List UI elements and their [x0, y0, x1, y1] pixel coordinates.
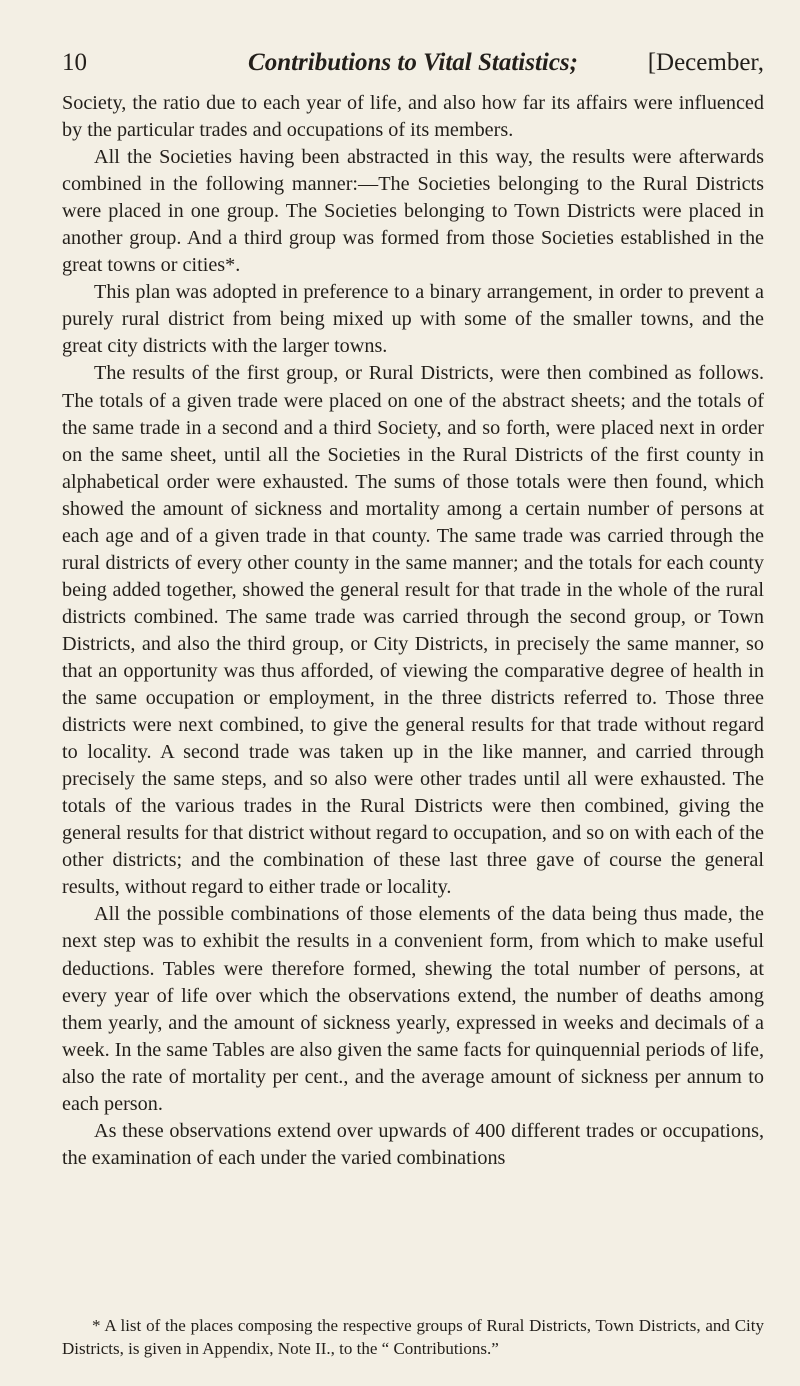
paragraph-6: As these observations extend over upwards of 400 different trades or occupations, the examination of each under the varied combinations: [62, 1119, 764, 1169]
paragraph-4: The results of the first group, or Rural Districts, were then combined as follows. The totals of a given trade were placed on one of the abstract sheets; and the totals of the same trade in a second and a third Society, and so forth, were placed next in order on the same sheet, until all the Societies in the Rural Districts of the first county in alphabetical order were exhausted. The sums of those totals were then found, which showed the amount of sickness and mortality among a certain number of persons at each age and of a given trade in that county. The same trade was carried through the rural districts of every other county in the same manner; and the totals for each county being added together, showed the general result for that trade in the whole of the rural districts combined. The same trade was carried through the second group, or Town Districts, and also the third group, or City Districts, in precisely the same manner, so that an opportunity was thus afforded, of viewing the comparative degree of health in the same occupation or employment, in the three districts referred to. Those three districts were next combined, to give the general results for that trade without regard to locality. A second trade was taken up in the like manner, and carried through precisely the same steps, and so also were other trades until all were exhausted. The totals of the various trades in the Rural Districts were then combined, giving the general results for that district without regard to occupation, and so on with each of the other districts; and the combination of these last three gave of course the general results, without regard to either trade or locality.: [62, 362, 764, 899]
page-number: 10: [62, 49, 87, 76]
running-header: [62, 46, 764, 80]
paragraph-2: All the Societies having been abstracted in this way, the results were afterwards combined in the following manner:—The Societies belonging to the Rural Districts were placed in one group. The Societies belonging to Town Districts were placed in another group. And a third group was formed from those Societies established in the great towns or cities*.: [62, 146, 764, 277]
footnote: * A list of the places composing the respective groups of Rural Districts, Town Districts, and City Districts, is given in Appendix, Note II., to the “ Contributions.”: [62, 1316, 764, 1358]
header-date: [December,: [647, 49, 764, 76]
paragraph-5: All the possible combinations of those elements of the data being thus made, the next step was to exhibit the results in a convenient form, from which to make useful deductions. Tables were therefore formed, shewing the total number of persons, at every year of life over which the observations extend, the number of deaths among them yearly, and the amount of sickness yearly, expressed in weeks and decimals of a week. In the same Tables are also given the same facts for quinquennial periods of life, also the rate of mortality per cent., and the average amount of sickness per annum to each person.: [62, 903, 764, 1115]
running-title: Contributions to Vital Statistics;: [248, 49, 578, 76]
paragraph-3: This plan was adopted in preference to a binary arrangement, in order to prevent a purely rural district from being mixed up with some of the smaller towns, and the great city districts with the larger towns.: [62, 281, 764, 358]
body-text: [62, 90, 764, 1172]
paragraph-1: Society, the ratio due to each year of life, and also how far its affairs were influenced by the particular trades and occupations of its members.: [62, 92, 764, 142]
